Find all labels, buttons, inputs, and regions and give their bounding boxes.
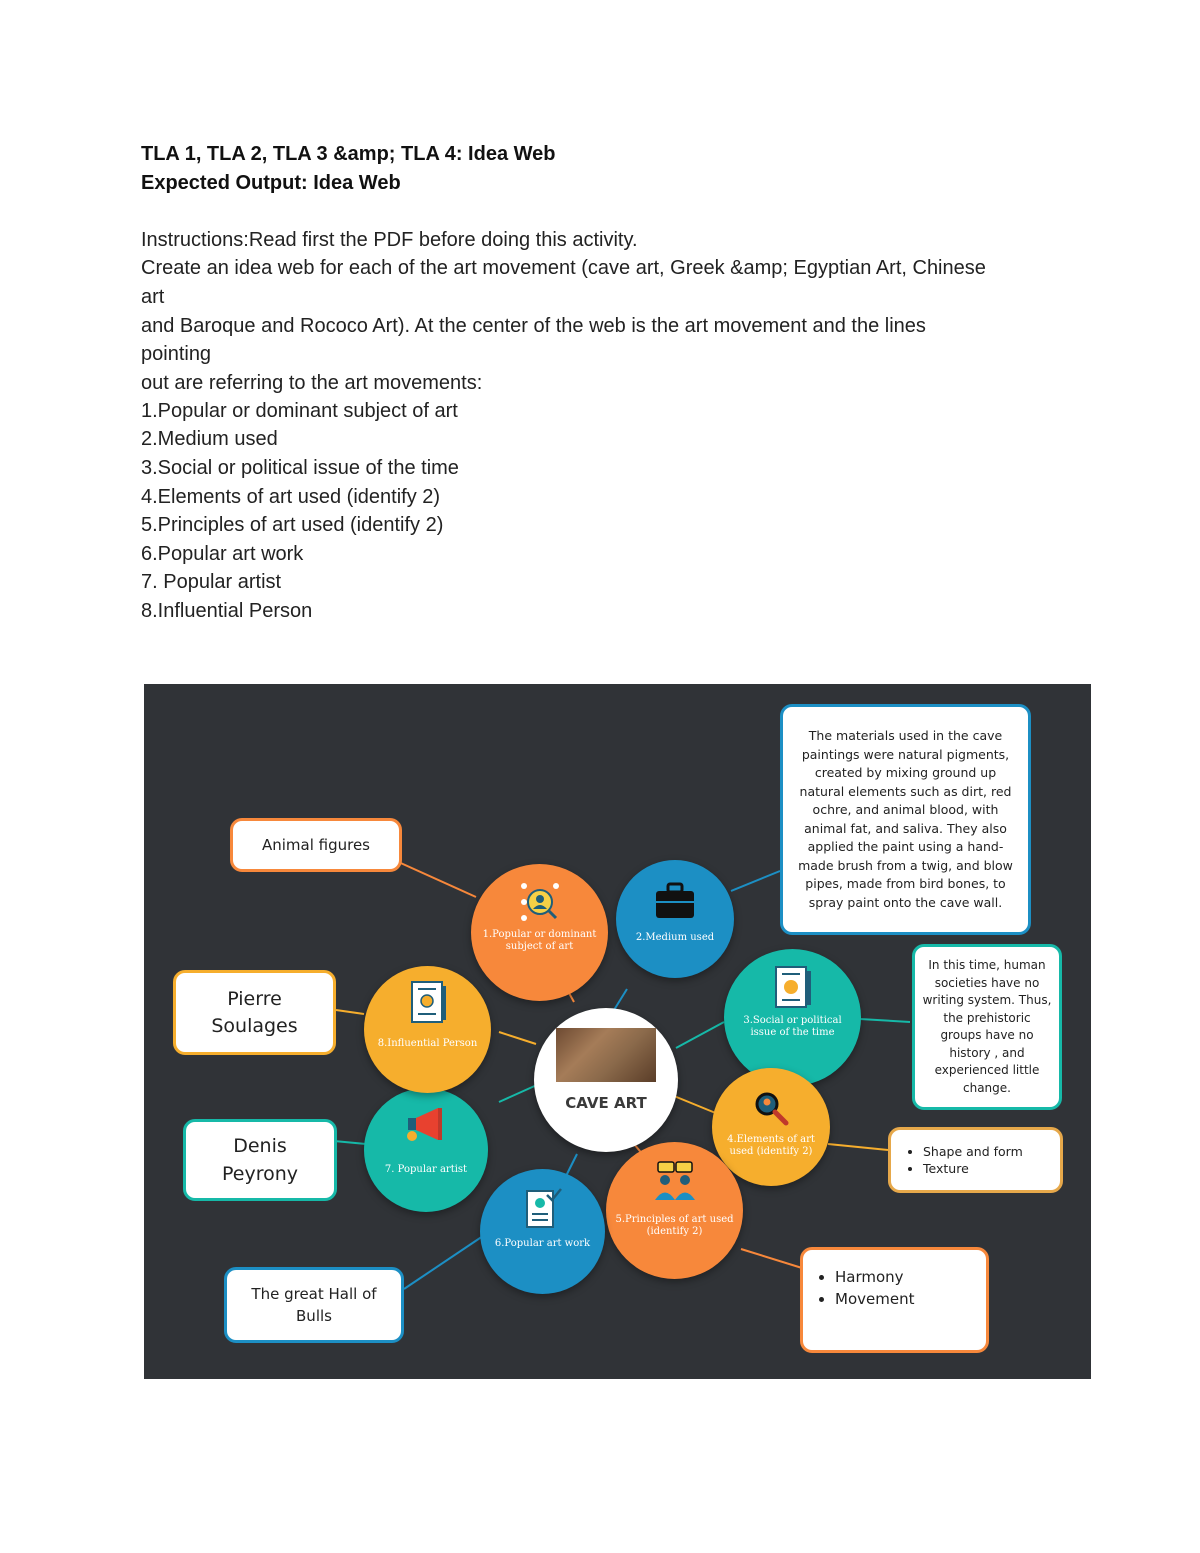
- answer-influential-text: Pierre Soulages: [211, 987, 298, 1037]
- center-title: CAVE ART: [565, 1094, 647, 1112]
- connector-line: [404, 1236, 483, 1289]
- list-item: • Shape and form: [923, 1143, 1023, 1160]
- list-item: • Movement: [835, 1288, 914, 1310]
- heading-title: TLA 1, TLA 2, TLA 3 &amp; TLA 4: Idea Web: [141, 143, 556, 165]
- node-elements-label: 4.Elements of art used (identify 2): [727, 1134, 815, 1157]
- node-social-label: 3.Social or political issue of the time: [743, 1015, 842, 1038]
- answer-artist-text: Denis Peyrony: [221, 1135, 299, 1185]
- node-artist: [364, 1088, 488, 1212]
- people-discussion-icon: [652, 1160, 698, 1202]
- node-principles-label: 5.Principles of art used (identify 2): [615, 1214, 734, 1237]
- node-influential: [364, 966, 491, 1093]
- node-subject-label: 1.Popular or dominant subject of art: [482, 929, 597, 952]
- connector-line: [731, 871, 780, 891]
- cave-art-photo: [556, 1028, 656, 1082]
- connector-line: [674, 1096, 718, 1114]
- connector-line: [676, 1022, 724, 1048]
- briefcase-icon: [654, 882, 696, 920]
- magnifier-icon: [753, 1090, 789, 1126]
- answer-medium: [780, 704, 1031, 935]
- instruction-line: art: [141, 286, 165, 308]
- node-social: [724, 949, 861, 1086]
- instruction-line: pointing: [141, 343, 212, 365]
- instruction-line: 5.Principles of art used (identify 2): [141, 514, 444, 536]
- connector-line: [741, 1249, 802, 1268]
- answer-principles-list: [803, 1266, 914, 1310]
- node-principles: [606, 1142, 743, 1279]
- list-item: • Harmony: [835, 1266, 914, 1288]
- answer-social-text: In this time, human societies have no writing system. Thus, the prehistoric groups have no history , and experienced little change.: [922, 958, 1052, 1095]
- idea-web-image: [144, 684, 1091, 1379]
- answer-subject-text: Animal figures: [261, 836, 371, 854]
- answer-social: [912, 944, 1062, 1110]
- node-medium-label: 2.Medium used: [635, 932, 715, 943]
- connector-line: [499, 1084, 539, 1102]
- instruction-line: 7. Popular artist: [141, 571, 282, 593]
- megaphone-icon: [404, 1104, 448, 1144]
- answer-medium-text: The materials used in the cave paintings were natural pigments, created by mixing ground up natural elements such as dirt, red ochre, and animal blood, with animal fat, and saliva. They also applied the paint using a hand-made brush from a twig, and blow pipes, made from bird bones, to spray paint onto the cave wall.: [798, 728, 1013, 910]
- answer-principles: [800, 1247, 989, 1353]
- instruction-line: and Baroque and Rococo Art). At the center of the web is the art movement and the lines: [141, 315, 926, 337]
- connector-line: [394, 860, 476, 897]
- node-artwork: [480, 1169, 605, 1294]
- connector-line: [828, 1144, 888, 1150]
- connector-line: [336, 1010, 364, 1014]
- answer-artwork-text: The great Hall of Bulls: [251, 1285, 377, 1325]
- instruction-line: 2.Medium used: [141, 428, 278, 450]
- connector-line: [860, 1019, 910, 1022]
- certificate-icon: [772, 965, 814, 1011]
- instruction-line: Instructions:Read first the PDF before doing this activity.: [141, 229, 638, 251]
- answer-artist: [183, 1119, 337, 1201]
- instruction-line: out are referring to the art movements:: [141, 372, 483, 394]
- subject-network-icon: [518, 880, 562, 924]
- instruction-line: 4.Elements of art used (identify 2): [141, 486, 441, 508]
- heading-subtitle: Expected Output: Idea Web: [141, 172, 401, 194]
- center-node: [534, 1008, 678, 1152]
- list-item: • Texture: [923, 1160, 1023, 1177]
- instruction-line: Create an idea web for each of the art movement (cave art, Greek &amp; Egyptian Art, Chinese: [141, 257, 986, 279]
- answer-elements-list: [891, 1143, 1023, 1177]
- answer-elements: [888, 1127, 1063, 1193]
- node-subject: [471, 864, 608, 1001]
- connector-line: [334, 1141, 366, 1144]
- instruction-line: 3.Social or political issue of the time: [141, 457, 459, 479]
- answer-subject: [230, 818, 402, 872]
- connector-line: [614, 989, 627, 1010]
- answer-influential: [173, 970, 336, 1055]
- node-medium: [616, 860, 734, 978]
- document-check-icon: [523, 1187, 563, 1231]
- node-artist-label: 7. Popular artist: [384, 1164, 468, 1175]
- answer-artwork: [224, 1267, 404, 1343]
- instruction-line: 8.Influential Person: [141, 600, 313, 622]
- connector-line: [499, 1032, 536, 1044]
- node-elements: [712, 1068, 830, 1186]
- diploma-icon: [408, 980, 448, 1026]
- instruction-line: 6.Popular art work: [141, 543, 304, 565]
- node-artwork-label: 6.Popular art work: [494, 1238, 591, 1249]
- instruction-line: 1.Popular or dominant subject of art: [141, 400, 458, 422]
- node-influential-label: 8.Influential Person: [377, 1038, 478, 1049]
